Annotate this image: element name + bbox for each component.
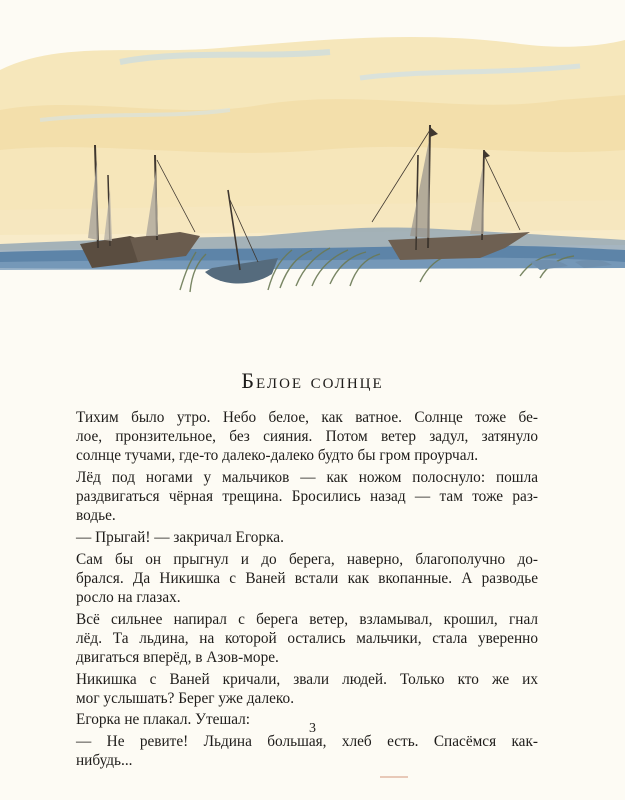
chapter-title: Белое солнце [241, 368, 384, 393]
text-line: Лёд под ногами у мальчиков — как ножом полоснуло: пошла [76, 469, 538, 486]
text-line: Сам бы он прыгнул и до берега, наверно, благополучно до- [76, 550, 538, 568]
paragraph-8 [76, 732, 538, 770]
text-line: Никишка с Ваней кричали, звали людей. Только кто же их [76, 670, 538, 688]
paragraph-1 [76, 408, 538, 466]
text-line: Егорка не плакал. Утешал: [76, 711, 251, 729]
story-text [76, 408, 538, 773]
paragraph-5 [76, 610, 538, 668]
page-number: 3 [309, 721, 316, 736]
text-line: Тихим было утро. Небо белое, как ватное. Солнце тоже бе- [76, 409, 538, 426]
text-line: солнце тучами, где-то далеко-далеко будто бы гром проурчал. [76, 447, 479, 465]
text-line: — Прыгай! — закричал Егорка. [76, 529, 284, 546]
text-line: росло на глазах. [76, 589, 181, 606]
text-line: лёд. Та льдина, на которой остались мальчики, стала уверенно [76, 629, 538, 647]
text-line: мог услышать? Берег уже далеко. [76, 689, 295, 707]
text-line: — Не ревите! Льдина большая, хлеб есть. Спасёмся как- [76, 732, 538, 750]
text-line: двигаться вперёд, в Азов-море. [76, 649, 279, 666]
text-line: лое, пронзительное, без сияния. Потом ветер задул, затянуло [76, 428, 538, 446]
print-mark [380, 776, 408, 778]
text-line: Всё сильнее напирал с берега ветер, взламывал, крошил, гнал [76, 610, 538, 628]
paragraph-4 [76, 550, 538, 608]
paragraph-3 [76, 528, 538, 547]
sailboats-illustration [0, 0, 625, 330]
text-line: нибудь... [76, 752, 133, 770]
paragraph-6 [76, 670, 538, 708]
text-line: раздвигаться чёрная трещина. Бросились назад — там тоже раз- [76, 488, 538, 506]
text-line: водье. [76, 507, 116, 525]
paragraph-2 [76, 468, 538, 526]
text-line: брался. Да Никишка с Ваней встали как вкопанные. А разводье [76, 569, 538, 587]
